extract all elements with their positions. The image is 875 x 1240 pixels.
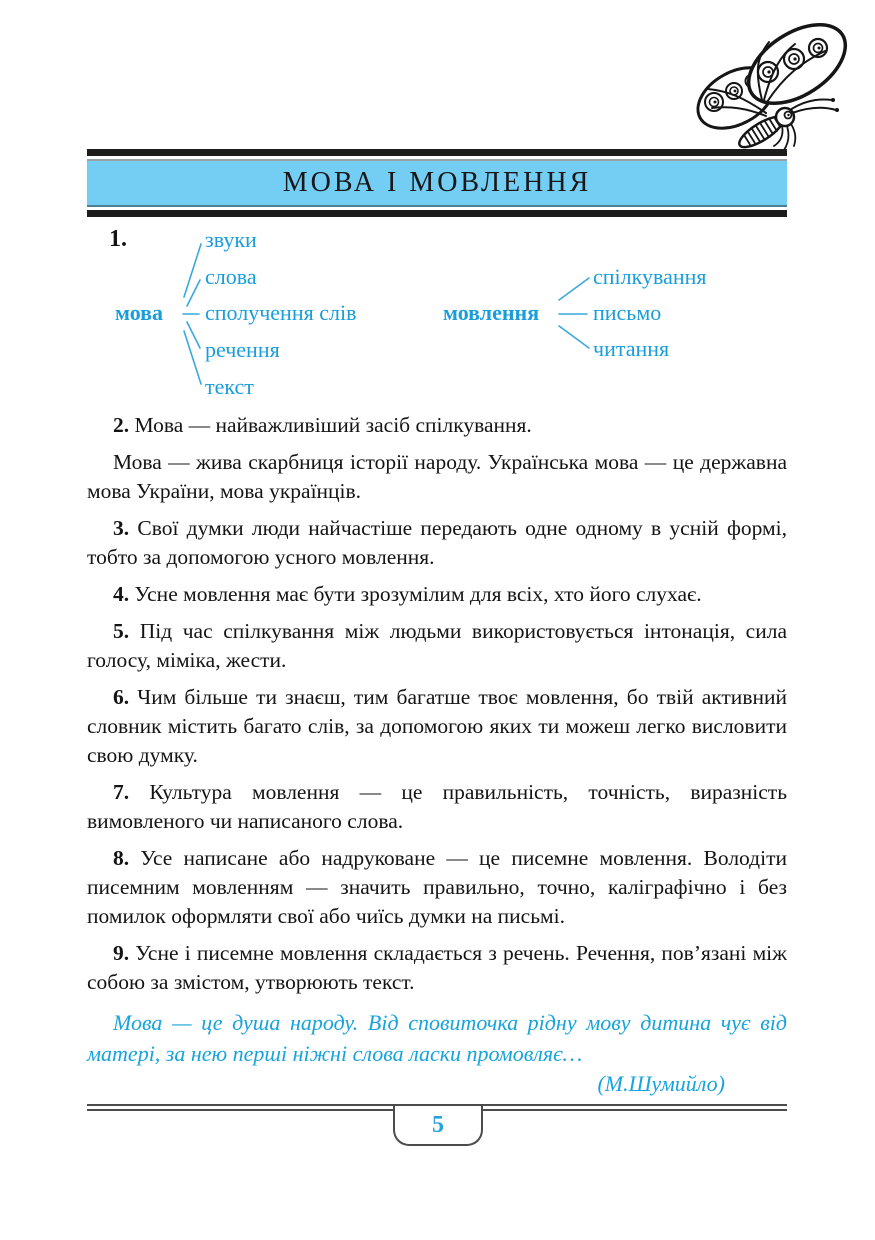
band-top-bar <box>87 149 787 156</box>
paragraph-number: 8. <box>113 846 130 870</box>
chapter-title: МОВА І МОВЛЕННЯ <box>87 159 787 207</box>
paragraph-2-cont <box>87 448 787 506</box>
paragraph-9 <box>87 939 787 997</box>
diagram-item-pysmo: письмо <box>593 300 662 325</box>
paragraph-text: Мова — найважливіший засіб спілкування. <box>134 413 532 437</box>
paragraph-number: 5. <box>113 619 130 643</box>
paragraph-text: Чим більше ти знаєш, тим багатше твоє мовлення, бо твій активний словник містить багато слів, за допомогою яких ти можеш легко висловити свою думку. <box>87 685 787 767</box>
diagram-root-movlennia: мовлення <box>443 300 540 325</box>
paragraph-number: 7. <box>113 780 130 804</box>
language-diagram <box>87 224 787 410</box>
diagram-root-mova: мова <box>115 300 164 325</box>
paragraph-text: Свої думки люди найчастіше передають одне одному в усній формі, тобто за допомогою усного мовлення. <box>87 516 788 569</box>
exercise-number: 1. <box>109 226 127 252</box>
paragraph-text: Під час спілкування між людьми використовується інтонація, сила голосу, міміка, жести. <box>87 619 788 672</box>
paragraph-number: 3. <box>113 516 130 540</box>
paragraph-text: Культура мовлення — це правильність, точність, виразність вимовленого чи написаного слова. <box>87 780 788 833</box>
paragraph-number: 2. <box>113 413 130 437</box>
diagram-item-rechennia: речення <box>205 337 280 362</box>
paragraph-8 <box>87 844 787 931</box>
diagram-item-chytannia: читання <box>593 336 670 361</box>
paragraph-text: Усне і писемне мовлення складається з речень. Речення, пов’язані між собою за змістом, утворюють текст. <box>87 941 787 994</box>
butterfly-icon <box>684 18 854 158</box>
paragraph-2 <box>87 411 787 440</box>
diagram-connector-lines <box>87 224 787 410</box>
paragraph-6 <box>87 683 787 770</box>
page-number: 5 <box>432 1111 444 1138</box>
band-bottom-bar <box>87 210 787 217</box>
page-footer <box>87 1104 787 1154</box>
paragraph-7 <box>87 778 787 836</box>
chapter-title-band <box>87 149 787 217</box>
paragraph-text: Усне мовлення має бути зрозумілим для всіх, хто його слухає. <box>134 582 702 606</box>
paragraph-5 <box>87 617 787 675</box>
page-number-tab <box>393 1106 483 1146</box>
paragraph-text: Мова — жива скарбниця історії народу. Українська мова — це державна мова України, мова українців. <box>87 450 787 503</box>
paragraph-number: 4. <box>113 582 130 606</box>
diagram-item-spoluchennia: сполучення слів <box>205 300 357 325</box>
paragraph-number: 6. <box>113 685 130 709</box>
paragraph-text: Усе написане або надруковане — це писемне мовлення. Володіти писемним мовленням — значить правильно, точно, каліграфічно і без помилок оформляти свої або чиїсь думки на письмі. <box>87 846 787 928</box>
quote-attribution: (М.Шумийло) <box>597 1071 725 1096</box>
body-text <box>87 411 787 1097</box>
paragraph-4 <box>87 580 787 609</box>
epigraph-quote: Мова — це душа народу. Від сповиточка рідну мову дитина чує від матері, за нею перші ніжні слова ласки промовляє… <box>87 1010 787 1066</box>
diagram-item-tekst: текст <box>205 374 254 399</box>
diagram-item-spilkuvannia: спілкування <box>593 264 707 289</box>
paragraph-number: 9. <box>113 941 130 965</box>
diagram-item-slova: слова <box>205 264 257 289</box>
paragraph-3 <box>87 514 787 572</box>
diagram-item-zvuky: звуки <box>205 227 257 252</box>
